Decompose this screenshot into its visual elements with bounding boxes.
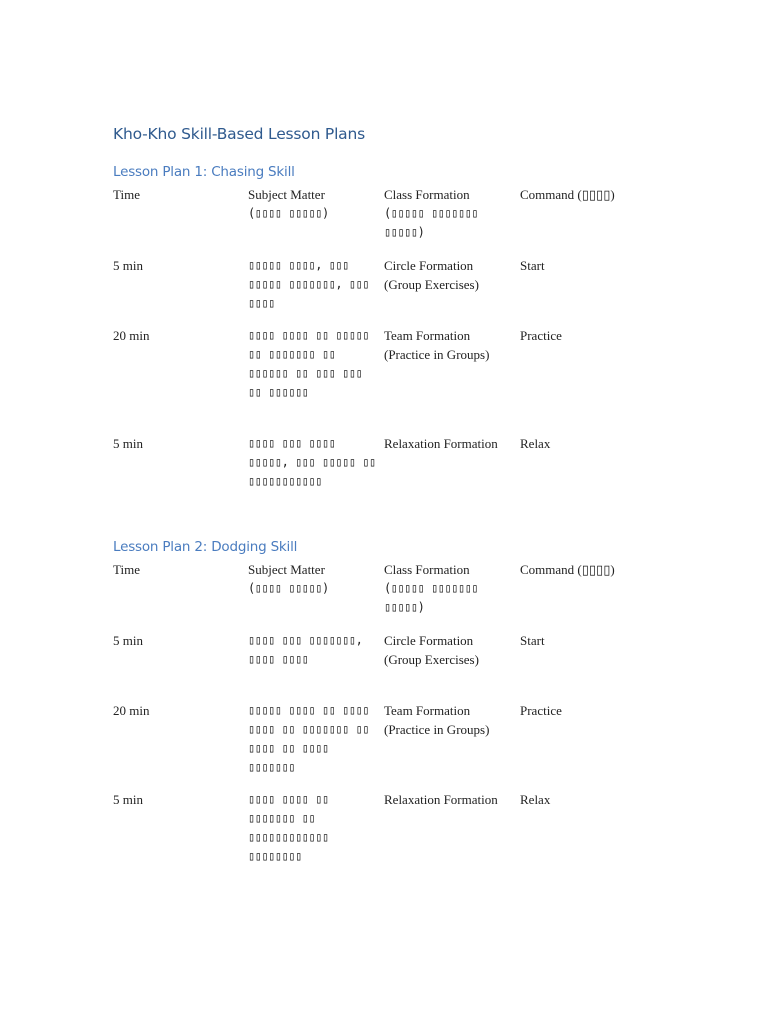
lesson-2-heading: Lesson Plan 2: Dodging Skill <box>113 539 298 555</box>
row-subject: ▯▯▯▯ ▯▯▯ ▯▯▯▯▯▯▯, ▯▯▯▯ ▯▯▯▯ <box>248 633 363 666</box>
row-time: 5 min <box>113 258 143 273</box>
row-formation: Relaxation Formation <box>384 436 498 451</box>
row-subject: ▯▯▯▯ ▯▯▯ ▯▯▯▯ ▯▯▯▯▯, ▯▯▯ ▯▯▯▯▯ ▯▯ ▯▯▯▯▯▯▯▯▯▯▯ <box>248 436 376 488</box>
header-command: Command (▯▯▯▯) <box>520 187 615 202</box>
row-formation: Team Formation (Practice in Groups) <box>384 328 490 362</box>
row-time: 20 min <box>113 328 150 343</box>
row-command: Practice <box>520 703 562 718</box>
row-formation: Circle Formation (Group Exercises) <box>384 633 479 667</box>
row-subject: ▯▯▯▯ ▯▯▯▯ ▯▯ ▯▯▯▯▯ ▯▯ ▯▯▯▯▯▯▯ ▯▯ ▯▯▯▯▯▯ ▯▯ ▯▯▯ ▯▯▯ ▯▯ ▯▯▯▯▯▯ <box>248 328 370 399</box>
header-subject-label: Subject Matter <box>248 562 325 577</box>
header-subject-sub: (▯▯▯▯ ▯▯▯▯▯) <box>248 206 329 220</box>
row-formation: Circle Formation (Group Exercises) <box>384 258 479 292</box>
row-subject: ▯▯▯▯▯ ▯▯▯▯, ▯▯▯ ▯▯▯▯▯ ▯▯▯▯▯▯▯, ▯▯▯ ▯▯▯▯ <box>248 258 370 310</box>
lesson-1-heading: Lesson Plan 1: Chasing Skill <box>113 164 295 180</box>
row-formation: Relaxation Formation <box>384 792 498 807</box>
header-formation-label: Class Formation <box>384 187 470 202</box>
header-command: Command (▯▯▯▯) <box>520 562 615 577</box>
row-subject: ▯▯▯▯ ▯▯▯▯ ▯▯ ▯▯▯▯▯▯▯ ▯▯ ▯▯▯▯▯▯▯▯▯▯▯▯ ▯▯▯▯▯▯▯▯ <box>248 792 329 863</box>
header-time: Time <box>113 562 140 577</box>
header-formation <box>384 560 512 617</box>
header-time: Time <box>113 187 140 202</box>
row-command: Practice <box>520 328 562 343</box>
row-command: Start <box>520 258 545 273</box>
row-time: 5 min <box>113 633 143 648</box>
row-subject: ▯▯▯▯▯ ▯▯▯▯ ▯▯ ▯▯▯▯ ▯▯▯▯ ▯▯ ▯▯▯▯▯▯▯ ▯▯ ▯▯▯▯ ▯▯ ▯▯▯▯ ▯▯▯▯▯▯▯ <box>248 703 370 774</box>
header-formation-label: Class Formation <box>384 562 470 577</box>
header-subject-label: Subject Matter <box>248 187 325 202</box>
row-time: 20 min <box>113 703 150 718</box>
header-subject <box>248 560 376 598</box>
row-time: 5 min <box>113 436 143 451</box>
header-formation-sub: (▯▯▯▯▯ ▯▯▯▯▯▯▯ ▯▯▯▯▯) <box>384 206 479 239</box>
header-formation <box>384 185 512 242</box>
header-formation-sub: (▯▯▯▯▯ ▯▯▯▯▯▯▯ ▯▯▯▯▯) <box>384 581 479 614</box>
row-command: Relax <box>520 792 551 807</box>
row-time: 5 min <box>113 792 143 807</box>
row-command: Start <box>520 633 545 648</box>
row-formation: Team Formation (Practice in Groups) <box>384 703 490 737</box>
header-subject <box>248 185 376 223</box>
row-command: Relax <box>520 436 551 451</box>
header-subject-sub: (▯▯▯▯ ▯▯▯▯▯) <box>248 581 329 595</box>
document-title: Kho-Kho Skill-Based Lesson Plans <box>113 125 365 143</box>
